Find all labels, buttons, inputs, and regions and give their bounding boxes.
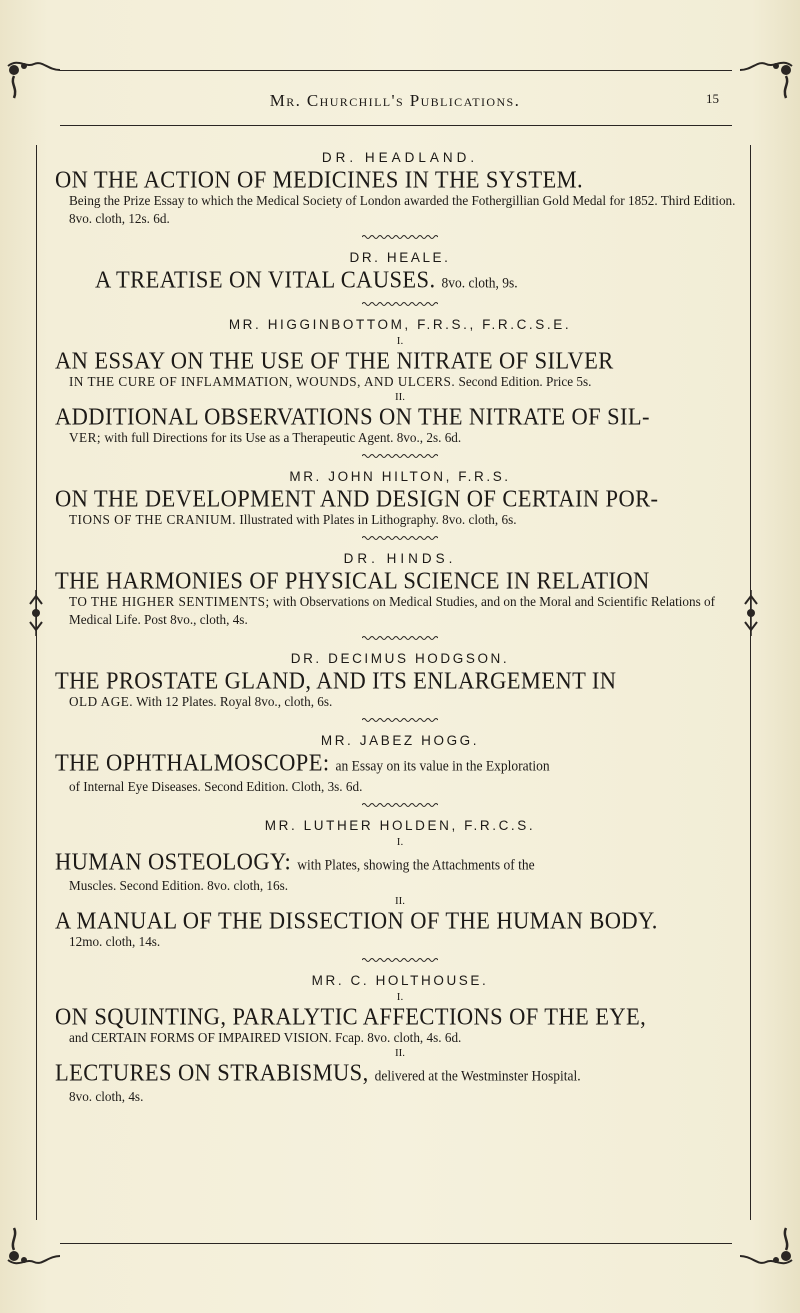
work-title: THE HARMONIES OF PHYSICAL SCIENCE IN RELATION xyxy=(55,566,650,594)
running-head: Mr. Churchill's Publications. xyxy=(269,91,521,110)
author-heading: DR. HEALE. xyxy=(349,250,451,265)
catalogue-entry xyxy=(55,973,745,1106)
work-description xyxy=(69,593,745,629)
work-number: I. xyxy=(396,991,404,1003)
work-title xyxy=(55,849,745,878)
work-title: A MANUAL OF THE DISSECTION OF THE HUMAN BODY. xyxy=(55,906,658,934)
page-number: 15 xyxy=(706,91,719,106)
catalogue-entry xyxy=(55,551,745,641)
author-heading: MR. LUTHER HOLDEN, F.R.C.S. xyxy=(264,818,536,833)
work-title xyxy=(55,1060,745,1089)
work-title xyxy=(55,750,745,779)
title-text: THE OPHTHALMOSCOPE: xyxy=(55,748,330,776)
catalogue-entry xyxy=(55,733,745,808)
divider-ornament-icon xyxy=(362,635,438,641)
author-heading: MR. HIGGINBOTTOM, F.R.S., F.R.C.S.E. xyxy=(228,317,572,332)
bottom-rule xyxy=(60,1243,732,1244)
catalogue-list xyxy=(55,150,745,1110)
divider-ornament-icon xyxy=(362,301,438,307)
work-number: II. xyxy=(394,1047,406,1059)
divider-ornament-icon xyxy=(362,453,438,459)
corner-ornament-icon xyxy=(736,1226,796,1268)
side-ornament-icon xyxy=(28,590,44,636)
work-description: and CERTAIN FORMS OF IMPAIRED VISION. Fcap. 8vo. cloth, 4s. 6d. xyxy=(69,1030,462,1045)
divider-ornament-icon xyxy=(362,717,438,723)
description-text: Second Edition. Price 5s. xyxy=(458,374,592,389)
description-text: With 12 Plates. Royal 8vo., cloth, 6s. xyxy=(136,694,333,709)
work-number: II. xyxy=(394,391,406,403)
corner-ornament-icon xyxy=(4,58,64,100)
author-heading: DR. DECIMUS HODGSON. xyxy=(290,651,510,666)
top-rule xyxy=(60,70,732,71)
work-description: Being the Prize Essay to which the Medical Society of London awarded the Fothergillian Gold Medal for 1852. Third Edition. 8vo. cloth, 12s. 6d. xyxy=(69,193,736,226)
work-description: of Internal Eye Diseases. Second Edition. Cloth, 3s. 6d. xyxy=(69,779,363,794)
description-caps: TO THE HIGHER SENTIMENTS; xyxy=(69,594,270,609)
catalogue-entry xyxy=(55,150,745,240)
catalogue-entry xyxy=(55,317,745,459)
author-heading: DR. HEADLAND. xyxy=(321,150,479,165)
author-heading: MR. C. HOLTHOUSE. xyxy=(311,973,489,988)
title-tail: 8vo. cloth, 9s. xyxy=(441,274,518,291)
work-number: I. xyxy=(396,836,404,848)
work-title xyxy=(95,267,745,296)
work-description xyxy=(69,373,745,391)
work-description: 8vo. cloth, 4s. xyxy=(69,1089,144,1104)
work-number: I. xyxy=(396,335,404,347)
title-text: HUMAN OSTEOLOGY: xyxy=(55,847,292,875)
work-description: Muscles. Second Edition. 8vo. cloth, 16s. xyxy=(69,878,289,893)
work-description xyxy=(69,429,745,447)
right-rule xyxy=(750,145,751,1220)
work-title: AN ESSAY ON THE USE OF THE NITRATE OF SILVER xyxy=(55,346,614,374)
catalogue-entry xyxy=(55,651,745,723)
divider-ornament-icon xyxy=(362,802,438,808)
work-title: THE PROSTATE GLAND, AND ITS ENLARGEMENT IN xyxy=(55,666,617,694)
work-number: II. xyxy=(394,895,406,907)
work-title: ADDITIONAL OBSERVATIONS ON THE NITRATE OF SIL- xyxy=(55,402,650,430)
description-text: with full Directions for its Use as a Therapeutic Agent. 8vo., 2s. 6d. xyxy=(104,430,462,445)
title-tail: with Plates, showing the Attachments of the xyxy=(297,856,535,873)
work-title: ON SQUINTING, PARALYTIC AFFECTIONS OF THE EYE, xyxy=(55,1002,647,1030)
header-rule xyxy=(60,125,732,126)
title-text: LECTURES ON STRABISMUS, xyxy=(55,1058,369,1086)
divider-ornament-icon xyxy=(362,234,438,240)
corner-ornament-icon xyxy=(4,1226,64,1268)
work-description xyxy=(69,693,745,711)
description-text: Illustrated with Plates in Lithography. 8vo. cloth, 6s. xyxy=(239,512,517,527)
catalogue-entry xyxy=(55,469,745,541)
title-text: A TREATISE ON VITAL CAUSES. xyxy=(95,265,436,293)
author-heading: MR. JABEZ HOGG. xyxy=(320,733,480,748)
description-caps: TIONS OF THE CRANIUM. xyxy=(69,512,237,527)
work-title: ON THE ACTION OF MEDICINES IN THE SYSTEM. xyxy=(55,165,584,193)
description-caps: OLD AGE. xyxy=(69,694,134,709)
description-caps: VER; xyxy=(69,430,102,445)
side-ornament-icon xyxy=(743,590,759,636)
description-caps: IN THE CURE OF INFLAMMATION, WOUNDS, AND ULCERS. xyxy=(69,374,456,389)
title-tail: an Essay on its value in the Exploration xyxy=(335,757,550,774)
work-title: ON THE DEVELOPMENT AND DESIGN OF CERTAIN POR- xyxy=(55,484,659,512)
left-rule xyxy=(36,145,37,1220)
work-description xyxy=(69,511,745,529)
catalogue-entry xyxy=(55,250,745,307)
divider-ornament-icon xyxy=(362,535,438,541)
work-description: 12mo. cloth, 14s. xyxy=(69,934,161,949)
author-heading: DR. HINDS. xyxy=(343,551,457,566)
corner-ornament-icon xyxy=(736,58,796,100)
divider-ornament-icon xyxy=(362,957,438,963)
catalogue-entry xyxy=(55,818,745,963)
title-tail: delivered at the Westminster Hospital. xyxy=(374,1067,581,1084)
author-heading: MR. JOHN HILTON, F.R.S. xyxy=(289,469,511,484)
description-text: with Observations on Medical Studies, and on the Moral and Scientific Relations of Medical Life. Post 8vo., cloth, 4s. xyxy=(69,594,716,627)
